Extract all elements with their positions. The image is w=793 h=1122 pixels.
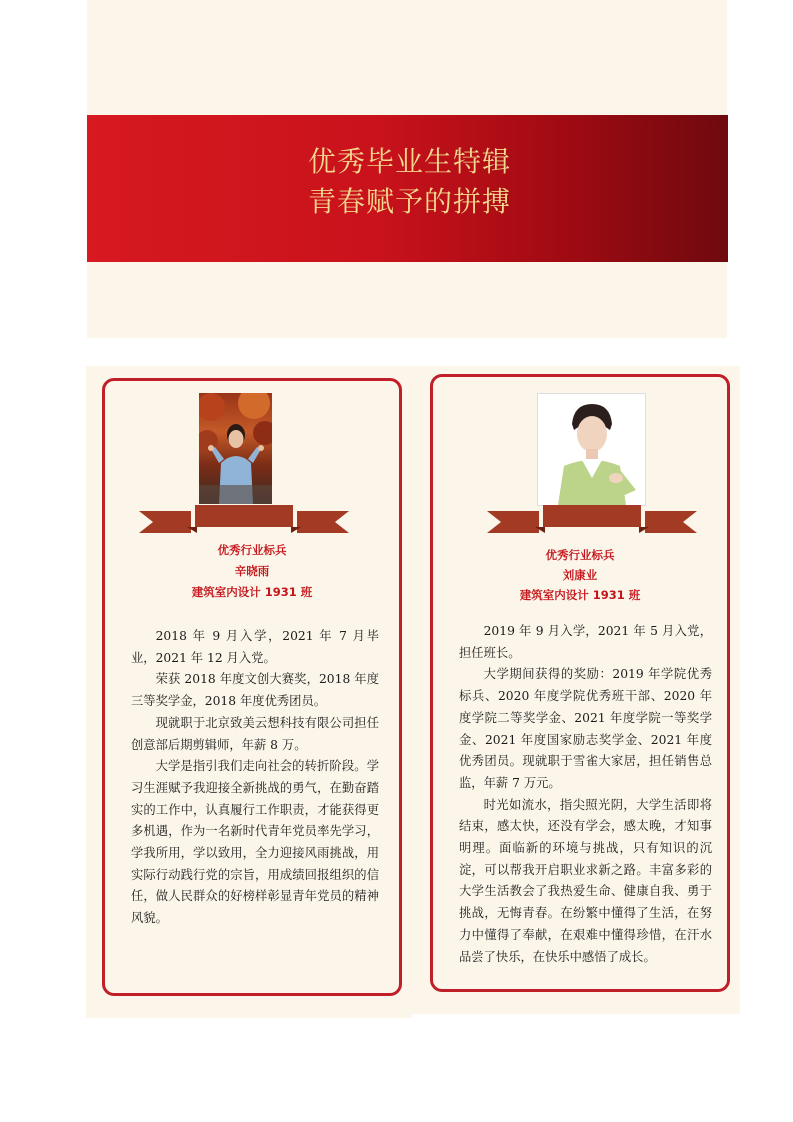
paragraph: 时光如流水，指尖照光阴，大学生活即将结束，感太快，还没有学会，感太晚，才知事明理。面临新的环境与挑战，只有知识的沉淀，可以帮我开启职业求新之路。丰富多彩的大学生活教会了我热爱生命、健康自我、勇于挑战，无悔青春。在纷繁中懂得了生活，在努力中懂得了奉献，在艰难中懂得珍惜，在汗水品尝了快乐，在快乐中感悟了成长。 (459, 797, 712, 964)
profile-description (459, 621, 712, 968)
profile-caption (448, 545, 712, 605)
paragraph: 2019 年 9 月入学，2021 年 5 月入党，担任班长。 (459, 624, 712, 660)
profile-award-title: 优秀行业标兵 (545, 548, 615, 562)
page-title: 优秀毕业生特辑 (308, 145, 512, 178)
person-photo-illustration (199, 393, 272, 504)
profile-award-title: 优秀行业标兵 (217, 543, 287, 557)
profile-name: 刘康业 (562, 568, 598, 582)
paragraph: 2018 年 9 月入学，2021 年 7 月毕业，2021 年 12 月入党。 (131, 629, 379, 665)
paragraph: 现就职于北京致美云想科技有限公司担任创意部后期剪辑师，年薪 8 万。 (131, 715, 379, 752)
profile-description (131, 626, 379, 930)
profile-caption (120, 540, 384, 603)
paragraph: 荣获 2018 年度文创大赛奖，2018 年度三等奖学金，2018 年度优秀团员。 (131, 672, 379, 709)
paragraph: 大学期间获得的奖励：2019 年学院优秀标兵、2020 年度学院优秀班干部、2020 年度学院二等奖学金、2021 年度学院一等奖学金、2021 年度国家励志奖学金、2021 年度优秀团员。现就职于雪雀大家居，担任销售总监，年薪 7 万元。 (459, 667, 712, 790)
page-subtitle: 青春赋予的拼搏 (308, 185, 512, 218)
profile-photo (537, 393, 646, 506)
profile-major: 建筑室内设计 1931 班 (191, 585, 313, 599)
profile-major: 建筑室内设计 1931 班 (519, 588, 641, 602)
name-ribbon (487, 505, 697, 537)
person-photo-illustration (538, 394, 645, 505)
paragraph: 大学是指引我们走向社会的转折阶段。学习生涯赋予我迎接全新挑战的勇气，在勤奋踏实的工作中，认真履行工作职责，才能获得更多机遇，作为一名新时代青年党员率先学习，学我所用，学以致用，全力迎接风雨挑战，用实际行动践行党的宗旨，用成绩回报组织的信任，做人民群众的好榜样彰显青年党员的精神风貌。 (131, 759, 379, 926)
profile-name: 辛晓雨 (234, 564, 270, 578)
profile-photo (199, 393, 272, 504)
name-ribbon (139, 505, 349, 537)
